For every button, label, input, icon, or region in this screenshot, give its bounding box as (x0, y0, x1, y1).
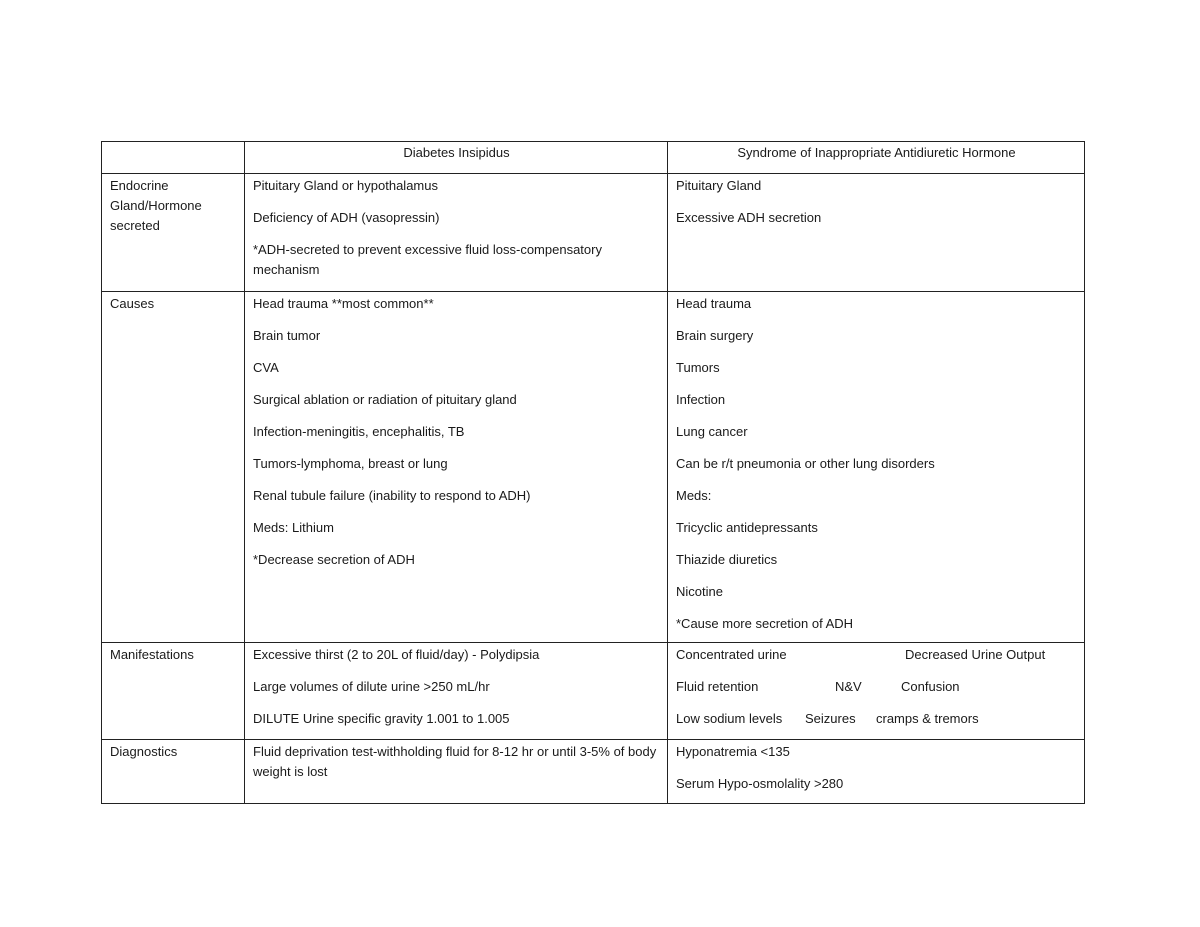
table-row-endocrine (102, 174, 1085, 292)
cell-line: Brain tumor (253, 328, 321, 343)
cell-manifestations-di (245, 643, 668, 740)
cell-manifestations-siadh (668, 643, 1085, 740)
cell-line: Surgical ablation or radiation of pituitary gland (253, 392, 517, 407)
cell-line: *ADH-secreted to prevent excessive fluid loss-compensatory mechanism (253, 242, 602, 277)
cell-line (676, 677, 1077, 697)
row-label-diagnostics (102, 740, 245, 804)
table-row-causes (102, 292, 1085, 643)
row-label-causes (102, 292, 245, 643)
cell-endocrine-di (245, 174, 668, 292)
cell-line: *Cause more secretion of ADH (676, 616, 854, 631)
header-siadh: Syndrome of Inappropriate Antidiuretic Hormone (668, 142, 1085, 174)
table-header-row (102, 142, 1085, 174)
cell-line: Tumors (676, 360, 720, 375)
cell-line: Lung cancer (676, 424, 748, 439)
cell-line: Meds: Lithium (253, 520, 334, 535)
manifestation-item: cramps & tremors (876, 711, 979, 726)
cell-line: Hyponatremia <135 (676, 744, 790, 759)
cell-line: Fluid deprivation test-withholding fluid for 8-12 hr or until 3-5% of body weight is lost (253, 744, 657, 779)
cell-line (676, 645, 1077, 665)
cell-line: Renal tubule failure (inability to respond to ADH) (253, 488, 531, 503)
manifestation-item: Low sodium levels (676, 711, 783, 726)
cell-endocrine-siadh (668, 174, 1085, 292)
cell-line: Tumors-lymphoma, breast or lung (253, 456, 448, 471)
cell-line: Excessive thirst (2 to 20L of fluid/day) - Polydipsia (253, 647, 540, 662)
cell-line: Meds: (676, 488, 712, 503)
cell-line (676, 709, 1077, 729)
cell-line: Head trauma (676, 296, 752, 311)
cell-line: Thiazide diuretics (676, 552, 778, 567)
header-blank-cell (102, 142, 245, 174)
row-label-text: Causes (110, 296, 155, 311)
cell-line: Brain surgery (676, 328, 754, 343)
cell-line: Infection-meningitis, encephalitis, TB (253, 424, 465, 439)
cell-line: Excessive ADH secretion (676, 210, 822, 225)
cell-line: Large volumes of dilute urine >250 mL/hr (253, 679, 490, 694)
manifestation-item: Confusion (901, 679, 960, 694)
cell-line: Infection (676, 392, 726, 407)
cell-line: Deficiency of ADH (vasopressin) (253, 210, 440, 225)
cell-line: DILUTE Urine specific gravity 1.001 to 1.005 (253, 711, 510, 726)
cell-causes-di (245, 292, 668, 643)
row-label-text: Manifestations (110, 647, 194, 662)
cell-diagnostics-siadh (668, 740, 1085, 804)
cell-line: Nicotine (676, 584, 723, 599)
cell-line: *Decrease secretion of ADH (253, 552, 415, 567)
cell-causes-siadh (668, 292, 1085, 643)
manifestation-item: Concentrated urine (676, 647, 787, 662)
row-label-text: Endocrine Gland/Hormone secreted (110, 178, 202, 233)
cell-line: Can be r/t pneumonia or other lung disorders (676, 456, 935, 471)
row-label-endocrine (102, 174, 245, 292)
row-label-text: Diagnostics (110, 744, 178, 759)
cell-diagnostics-di (245, 740, 668, 804)
cell-line: Head trauma **most common** (253, 296, 434, 311)
cell-line: Tricyclic antidepressants (676, 520, 818, 535)
table-row-diagnostics (102, 740, 1085, 804)
cell-line: CVA (253, 360, 279, 375)
manifestation-item: Seizures (805, 711, 856, 726)
manifestation-item: Decreased Urine Output (905, 647, 1046, 662)
manifestation-item: N&V (835, 679, 862, 694)
table-row-manifestations (102, 643, 1085, 740)
header-diabetes-insipidus: Diabetes Insipidus (245, 142, 668, 174)
row-label-manifestations (102, 643, 245, 740)
cell-line: Serum Hypo-osmolality >280 (676, 776, 844, 791)
cell-line: Pituitary Gland or hypothalamus (253, 178, 438, 193)
comparison-table (101, 141, 1085, 804)
manifestation-item: Fluid retention (676, 679, 759, 694)
cell-line: Pituitary Gland (676, 178, 762, 193)
